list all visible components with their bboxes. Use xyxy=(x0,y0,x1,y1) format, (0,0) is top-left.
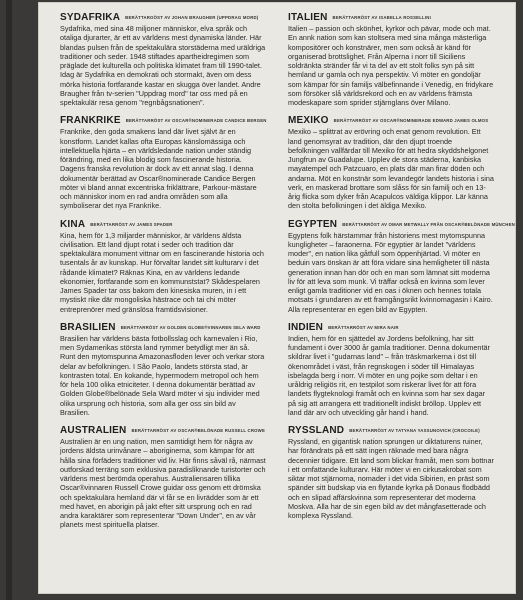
narrator-credit: BERÄTTARRÖST AV OSCAR®NOMINERADE EDWARD JAMES OLMOS xyxy=(333,118,489,124)
section-heading xyxy=(60,217,266,230)
section-ryssland xyxy=(288,423,494,520)
section-text: Mexiko – splittrat av erövring och enat genom revolution. Ett land genomsyrat av tradition, där den djupt troende befolkningen vallfärdar till Mexiko för att hedra skyddshelgonet Jungfrun av Guadalupe. Upplev de stora städerna, kanbiska mayatempel och Patzcuaro, en plats där man firar döden och andarna. Möt en konstnär som levandegör landets historia i sina verk, en maskerad brottare som slåss för sin familj och en 13-årig flicka som dyker från Acapulcos väldiga klippor. Lär känna den stolta befolkningen i det äldiga Mexiko. xyxy=(288,127,494,211)
section-kina xyxy=(60,217,266,314)
section-heading xyxy=(60,10,266,23)
section-text: Australien är en ung nation, men samtidigt hem för några av jordens äldsta urinvånare – aboriginerna, som kämpar för att hålla sina förfäders traditioner vid liv. Här finns såväl rå, närmast outforskad terräng som exklusiva paradisliknande turistorter och världens mest berömda operahus. Australiensaren tillika Oscar®vinnaren Russell Crowe guidar oss genom ett drömska och spektakulära hemland där vi får se en livrädder som är ett med havet, en aborigin på jakt efter sitt ursprung och en rad andra karaktärer som representerar "Down Under", en av vår planets mest spirituella platser. xyxy=(60,437,266,530)
section-heading xyxy=(60,423,266,436)
narrator-credit: BERÄTTARRÖST AV OMAR METWALLY FRÅN OSCAR®BELÖNADE MÜNCHEN xyxy=(342,221,515,227)
section-italien xyxy=(288,10,494,107)
narrator-credit: BERÄTTARRÖST AV MIRA NAIR xyxy=(328,324,399,330)
country-title: INDIEN xyxy=(288,321,324,333)
booklet-page xyxy=(38,2,516,594)
section-text: Egyptens folk härstammar från historiens mest mytomspunna kungligheter – faraonerna. För egyptier är landet "världens moder", en nation lika gåtfull som öppenhjärtad. Vi möter en beduin vars önskan är att föra vidare sina hemligheter till nästa generation innan han dör och en man som lämnat sitt moderna liv för att leva som munk. Vi träffar också en kvinna som lever enligt gamla traditioner vid en oas i öknen och hennes totala motsats i grundaren av ett framgångsrikt kvinnomagasin i Kairo. Alla representerar en egen bild av Egypten. xyxy=(288,230,493,314)
section-mexiko xyxy=(288,113,494,210)
section-text: Ryssland, en gigantisk nation sprungen ur diktaturens ruiner, har förändrats på ett sätt ingen räknade med bara några decennier tidigare. Ett land som blickar framåt, men som bottnar i ett omfattande kulturarv. Här möter vi en cirkusakrobat som siktar mot stjärnorna, nomader i det vida Sibirien, en präst som spänder sitt budskap via en flytande kyrka på Donaus flodbädd och en slipad affärskvinna som representerar det moderna Moskva. Alla har de sin egen bild av det mångfasetterade och komplexa Ryssland. xyxy=(288,437,494,520)
narrator-credit: BERÄTTARRÖST AV GOLDEN GLOBE®VINNAREN SELA WARD xyxy=(120,324,261,330)
narrator-credit: BERÄTTARRÖST AV OSCAR®BELÖNADE RUSSELL CROWE xyxy=(131,428,266,433)
section-heading xyxy=(60,320,266,333)
country-title: EGYPTEN xyxy=(288,218,338,230)
section-text: Kina, hem för 1,3 miljarder människor, är världens äldsta civilisation. Ett land djupt rotat i seder och tradition där spektakulära monument vittnar om en fascinerande historia och tusentals år av kunskap. Hur förvaltar landet sitt kulturarv i det rådande klimatet? Räknas Kina, en av världens ledande ekonomier, fortfarande som en kommunststat? Skådespelaren James Spader tar oss bakom den kinesiska muren, in i ett mystiskt rike där mongoliska hästrace och tai chi möter entreprenörer med gränslösa framtidsvisioner. xyxy=(60,230,264,314)
section-heading xyxy=(288,423,494,436)
right-column xyxy=(288,10,515,526)
section-text: Frankrike, den goda smakens land där livet självt är en konstform. Landet kallas ofta Europas känslomässiga och intellektuella hjärta – en världsledande nation under ständig förändring, med en lika blodig som fascinerande historia. Dagens franska revolution är dock av ett annat slag. I denna dokumentär berättad av Oscar®nominerade Candice Bergen möter vi bland annat excentriska friklättrare, Parkour-mästare och människor inom en rad andra områden som alla symboliserar det nya Frankrike. xyxy=(60,127,257,211)
section-heading xyxy=(288,320,494,333)
country-title: BRASILIEN xyxy=(60,321,116,333)
section-text: Indien, hem för en sjättedel av Jordens befolkning, har sitt fundament i över 3000 år gamla traditioner. Denna dokumentär skildrar livet i "gudarnas land" – från träskmarkerna i öst till ökenområdet i väst, från regnskogen i söder till Himalayas isbelagda berg i norr. Vi möter en ung pojke som deltar i en uråldrig religiös rit, en testpilot som riskerar livet för att föra landets flygteknologi framåt och en kvinna som har sex dagar på sig att arrangera ett traditionellt indiskt bröllop. Upplev ett land där arv och utveckling går hand i hand. xyxy=(288,333,490,417)
section-text: Italien – passion och skönhet, kyrkor och pävar, mode och mat. En annk nation som kan stoltsera med sina många mästerliga kompositörer och konstnärer, men som också är känd för organiserad brottslighet. Från Alperna i norr till Siciliens soldränkta stränder får vi ta del av ett stolt folks syn på sitt hemland ur gamla och nya perspektiv. Vi möter en gondoljär som kämpar för sin familjs välbefinnande i Venedig, en fridykare som försöker slå världsrekord och en av världens främsta modeskapare som sprider stjärnglans över Milano. xyxy=(288,24,494,107)
country-title: AUSTRALIEN xyxy=(60,425,127,436)
section-indien xyxy=(288,320,494,417)
booklet-spine xyxy=(6,0,12,600)
section-text: Brasilien har världens bästa fotbollsslag och karnevalen i Rio, men Sydamerikas största land rymmer betydligt mer än så. Runt den mytomspunna Amazonasfloden lever och verkar stora delar av befolkningen. I São Paolo, landets största stad, är kontrasten total. En kokande, hypermodern metropol och hem för hela 100 olika etniciteter. I denna dokumentär berättad av Golden Globe®belönade Sela Ward möter vi sju individer med olika ursprung och historia, som alla ger oss sin bild av Brasilien. xyxy=(60,333,265,417)
narrator-credit: BERÄTTARRÖST AV OSCAR®NOMINERADE CANDICE BERGEN xyxy=(125,118,267,124)
section-heading xyxy=(288,10,494,23)
narrator-credit: BERÄTTAROÖST AV JOHAN BRAUGHER (UPPDRAG MORD) xyxy=(125,15,259,20)
section-frankrike xyxy=(60,113,266,210)
country-title: SYDAFRIKA xyxy=(60,12,121,23)
country-title: MEXIKO xyxy=(288,115,329,127)
country-title: KINA xyxy=(60,218,86,230)
narrator-credit: BERÄTTARRÖST AV TATYANA YASSUNOVICH (CROCOILE) xyxy=(349,428,480,433)
country-title: ITALIEN xyxy=(288,12,328,23)
section-heading xyxy=(288,217,515,230)
narrator-credit: BERÄTTARRÖST AV JAMES SPADER xyxy=(90,221,173,227)
country-title: RYSSLAND xyxy=(288,425,345,436)
section-sydafrika xyxy=(60,10,266,107)
left-column xyxy=(60,10,266,536)
section-heading xyxy=(60,113,266,126)
section-australien xyxy=(60,423,266,530)
section-egypten xyxy=(288,217,515,314)
country-title: FRANKRIKE xyxy=(60,115,121,127)
section-heading xyxy=(288,113,494,126)
narrator-credit: BERÄTTARRÖST AV ISABELLA ROSSELLINI xyxy=(332,15,431,20)
section-brasilien xyxy=(60,320,266,417)
section-text: Sydafrika, med sina 48 miljoner människor, elva språk och otaliga djurarter, är ett av världens mest dynamiska länder. Här blandas pulsen från de spektakulära storstäderna med uräldriga traditioner och seder. 1948 stiftades apartheidregimen som präglade det kulturella och politiska klimatet fram till 1990-talet. Idag är Sydafrika en demokrati och stormakt, även om dess mörka historia fortfarande kastar en skugga över landet. Andre Braugher från tv-serien "Uppdrag mord" tar oss med på en spektakulär resa genom "regnbågsnationen". xyxy=(60,24,266,107)
